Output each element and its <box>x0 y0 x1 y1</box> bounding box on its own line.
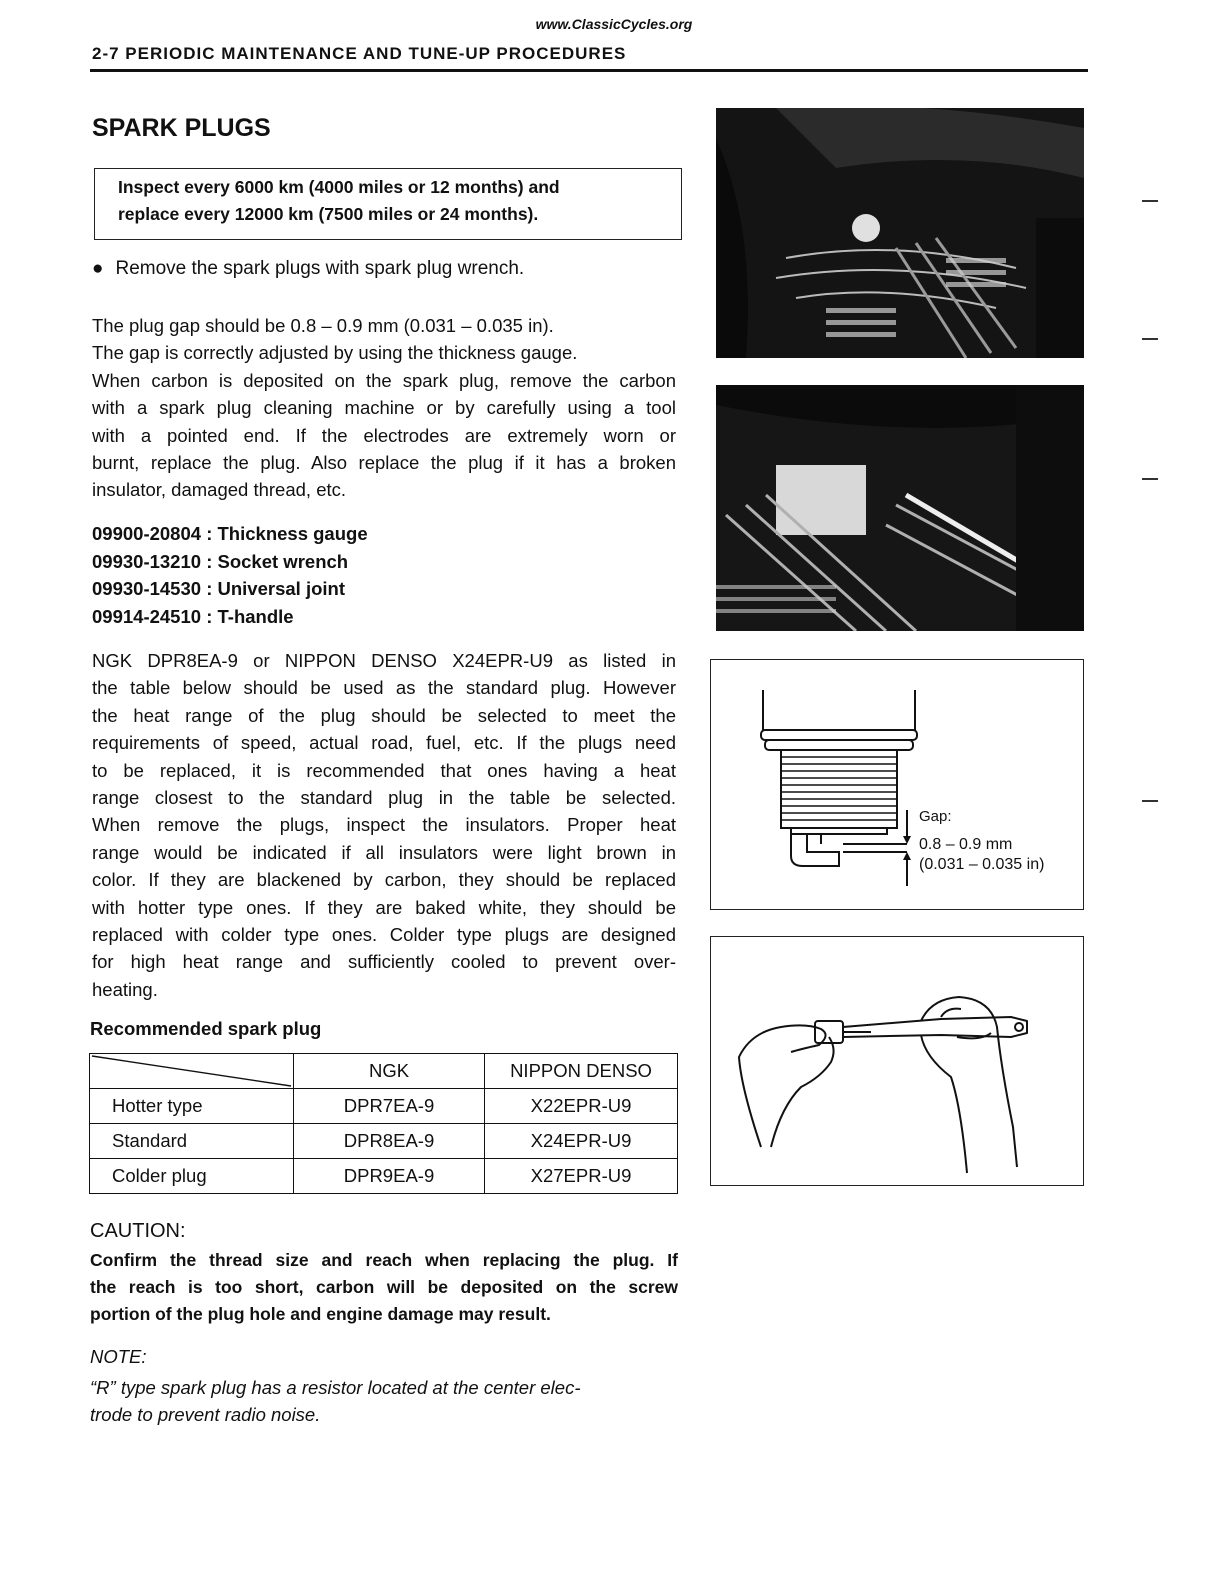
section-header: 2-7 PERIODIC MAINTENANCE AND TUNE-UP PROCEDURES <box>92 44 627 63</box>
bullet-item <box>92 258 524 280</box>
caution-heading: CAUTION: <box>90 1220 186 1242</box>
header-ngk: NGK <box>294 1054 485 1089</box>
para2-line: for high heat range and sufficiently cooled to prevent over- <box>92 951 676 973</box>
ngk-value: DPR9EA-9 <box>294 1159 485 1194</box>
gap-inch: (0.031 – 0.035 in) <box>919 856 1045 873</box>
para2-line: When remove the plugs, inspect the insulators. Proper heat <box>92 814 676 836</box>
denso-value: X24EPR-U9 <box>485 1124 678 1159</box>
denso-value: X22EPR-U9 <box>485 1089 678 1124</box>
tool-number: 09930-13210 <box>92 550 202 572</box>
table-header-row <box>90 1054 678 1089</box>
tool-item <box>92 520 368 548</box>
gap-label: Gap: <box>919 808 952 825</box>
para2-line: with hotter type ones. If they are baked white, they should be <box>92 896 676 918</box>
para2-line: range closest to the standard plug in the table be selected. <box>92 787 676 809</box>
heat-range-paragraph <box>92 647 676 1003</box>
margin-mark <box>1142 338 1158 340</box>
para2-line: the table below should be used as the standard plug. However <box>92 677 676 699</box>
plug-gap-figure <box>710 659 1084 910</box>
para1-line: When carbon is deposited on the spark plug, remove the carbon <box>92 369 676 391</box>
bullet-text: Remove the spark plugs with spark plug wrench. <box>115 258 525 279</box>
ngk-value: DPR7EA-9 <box>294 1089 485 1124</box>
note-heading: NOTE: <box>90 1346 147 1367</box>
tool-item <box>92 575 368 603</box>
header-nippon-denso: NIPPON DENSO <box>485 1054 678 1089</box>
denso-value: X27EPR-U9 <box>485 1159 678 1194</box>
para2-line: NGK DPR8EA-9 or NIPPON DENSO X24EPR-U9 as listed in <box>92 650 676 671</box>
tool-name: : T-handle <box>206 605 294 627</box>
tool-number: 09914-24510 <box>92 605 202 627</box>
note-line: trode to prevent radio noise. <box>90 1404 321 1425</box>
spark-plug-table <box>89 1053 678 1194</box>
note-text <box>90 1374 678 1428</box>
table-corner-cell <box>90 1054 294 1089</box>
table-row <box>90 1089 678 1124</box>
para2-line: color. If they are blackened by carbon, they should be replaced <box>92 869 676 891</box>
note-line: “R” type spark plug has a resistor located at the center elec- <box>90 1377 581 1398</box>
para1-line: insulator, damaged thread, etc. <box>92 479 347 501</box>
row-label: Standard <box>90 1124 294 1159</box>
row-label: Colder plug <box>90 1159 294 1194</box>
gap-mm: 0.8 – 0.9 mm <box>919 836 1013 853</box>
ngk-value: DPR8EA-9 <box>294 1124 485 1159</box>
margin-mark <box>1142 478 1158 480</box>
bullet-dot-icon: ● <box>92 258 104 279</box>
table-row <box>90 1159 678 1194</box>
para1-line: with a pointed end. If the electrodes are extremely worn or <box>92 424 676 446</box>
engine-photo-1 <box>716 108 1084 358</box>
tool-name: : Universal joint <box>206 578 345 600</box>
tool-name: : Thickness gauge <box>206 523 368 544</box>
tool-name: : Socket wrench <box>206 550 349 572</box>
para2-line: to be replaced, it is recommended that ones having a heat <box>92 759 676 781</box>
thickness-gauge-figure <box>710 936 1084 1186</box>
site-url: www.ClassicCycles.org <box>535 16 693 32</box>
inspect-line-1: Inspect every 6000 km (4000 miles or 12 months) and <box>118 177 560 197</box>
row-label: Hotter type <box>90 1089 294 1124</box>
table-title: Recommended spark plug <box>90 1018 322 1039</box>
diagonal-line <box>90 1054 293 1088</box>
tool-number: 09930-14530 <box>92 578 202 600</box>
caution-text <box>90 1247 678 1328</box>
caution-line: portion of the plug hole and engine damage may result. <box>90 1304 551 1324</box>
inspect-line-2: replace every 12000 km (7500 miles or 24 months). <box>118 204 539 224</box>
caution-line: the reach is too short, carbon will be deposited on the screw <box>90 1277 678 1297</box>
tool-item <box>92 548 368 576</box>
special-tools-list <box>92 520 368 630</box>
inspection-interval-box <box>94 168 682 240</box>
margin-mark <box>1142 200 1158 202</box>
header-rule <box>90 69 1088 72</box>
para2-line: requirements of speed, actual road, fuel, etc. If the plugs need <box>92 732 676 754</box>
gap-paragraph <box>92 312 676 504</box>
para2-line: replaced with colder type ones. Colder type plugs are designed <box>92 924 676 946</box>
engine-photo-2 <box>716 385 1084 631</box>
engine-photo-1-image <box>716 108 1084 358</box>
para2-line: heating. <box>92 978 158 1000</box>
caution-line: Confirm the thread size and reach when replacing the plug. If <box>90 1250 678 1270</box>
table-row <box>90 1124 678 1159</box>
para1-line: The plug gap should be 0.8 – 0.9 mm (0.031 – 0.035 in). <box>92 315 554 336</box>
para1-line: burnt, replace the plug. Also replace the plug if it has a broken <box>92 452 676 474</box>
para1-line: with a spark plug cleaning machine or by carefully using a tool <box>92 397 676 419</box>
tool-item <box>92 603 368 631</box>
tool-number: 09900-20804 <box>92 523 202 544</box>
para1-line: The gap is correctly adjusted by using the thickness gauge. <box>92 342 578 364</box>
margin-mark <box>1142 800 1158 802</box>
page-title: SPARK PLUGS <box>92 114 271 142</box>
para2-line: range would be indicated if all insulators were light brown in <box>92 841 676 863</box>
engine-photo-2-image <box>716 385 1084 631</box>
thickness-gauge-diagram <box>711 937 1083 1185</box>
para2-line: the heat range of the plug should be selected to meet the <box>92 704 676 726</box>
